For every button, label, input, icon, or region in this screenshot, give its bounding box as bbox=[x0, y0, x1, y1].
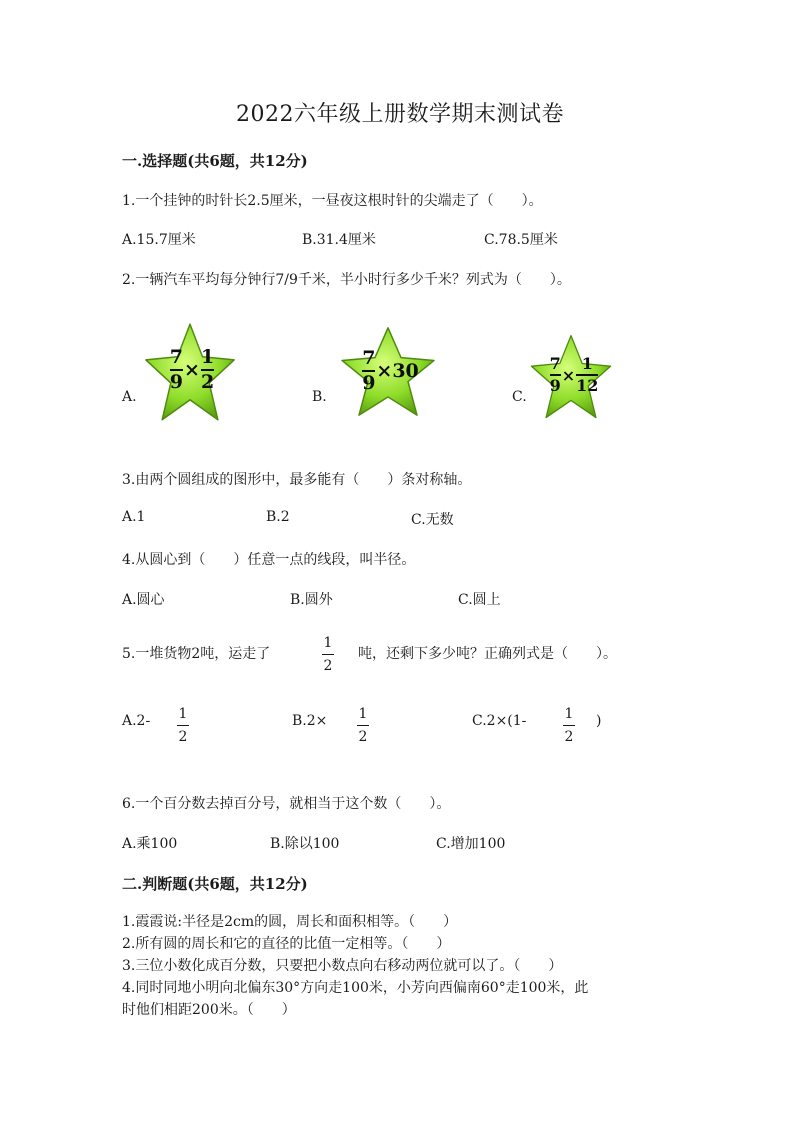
q2-option-a-expression: 7 9 × 1 2 bbox=[169, 346, 215, 393]
section-heading-judge: 二.判断题(共6题，共12分) bbox=[122, 875, 308, 893]
q4-option-b: B.圆外 bbox=[290, 592, 333, 608]
question-5-after: 吨，还剩下多少吨？正确列式是（ ）。 bbox=[358, 646, 617, 662]
q5-option-b-fraction: 1 2 bbox=[358, 706, 368, 745]
q5-option-b: B.2× bbox=[292, 713, 328, 729]
q3-option-a: A.1 bbox=[122, 509, 146, 525]
question-1: 1.一个挂钟的时针长2.5厘米，一昼夜这根时针的尖端走了（ ）。 bbox=[122, 193, 543, 209]
question-2: 2.一辆汽车平均每分钟行7/9千米，半小时行多少千米？列式为（ ）。 bbox=[122, 272, 571, 288]
judge-2: 2.所有圆的周长和它的直径的比值一定相等。（ ） bbox=[122, 936, 451, 952]
judge-1: 1.霞霞说:半径是2cm的圆，周长和面积相等。（ ） bbox=[122, 914, 458, 930]
q5-option-a-fraction: 1 2 bbox=[178, 706, 188, 745]
judge-3: 3.三位小数化成百分数，只要把小数点向右移动两位就可以了。（ ） bbox=[122, 958, 563, 974]
judge-4-line-1: 4.同时同地小明向北偏东30°方向走100米，小芳向西偏南60°走100米，此 bbox=[122, 980, 589, 996]
question-3: 3.由两个圆组成的图形中，最多能有（ ）条对称轴。 bbox=[122, 472, 472, 488]
q5-option-c: C.2×(1- bbox=[472, 713, 527, 729]
q2-option-b-expression: 7 9 ×30 bbox=[362, 347, 419, 394]
q2-option-c-star bbox=[528, 332, 614, 422]
q2-option-c-expression: 7 9 × 1 12 bbox=[549, 354, 599, 395]
q5-option-c-fraction: 1 2 bbox=[564, 706, 574, 745]
q5-fraction: 1 2 bbox=[323, 635, 333, 674]
q4-option-c: C.圆上 bbox=[458, 592, 501, 608]
judge-4-line-2: 时他们相距200米。（ ） bbox=[122, 1002, 296, 1018]
page-title: 2022六年级上册数学期末测试卷 bbox=[236, 102, 564, 127]
q6-option-a: A.乘100 bbox=[122, 836, 178, 852]
question-6: 6.一个百分数去掉百分号，就相当于这个数（ ）。 bbox=[122, 796, 451, 812]
section-heading-choice: 一.选择题(共6题，共12分) bbox=[122, 152, 308, 170]
q2-option-b-star bbox=[338, 324, 438, 420]
q3-option-c: C.无数 bbox=[411, 512, 454, 528]
q6-option-b: B.除以100 bbox=[270, 836, 340, 852]
q1-option-c: C.78.5厘米 bbox=[484, 232, 558, 248]
q2-option-b-label: B. bbox=[312, 389, 327, 405]
q1-option-b: B.31.4厘米 bbox=[302, 232, 376, 248]
q2-option-a-label: A. bbox=[122, 389, 137, 405]
q6-option-c: C.增加100 bbox=[436, 836, 506, 852]
question-5-before: 5.一堆货物2吨，运走了 bbox=[122, 646, 271, 662]
q2-option-a-star bbox=[142, 320, 238, 425]
question-4: 4.从圆心到（ ）任意一点的线段，叫半径。 bbox=[122, 552, 416, 568]
q5-option-c-close: ) bbox=[596, 713, 602, 729]
q1-option-a: A.15.7厘米 bbox=[122, 232, 196, 248]
q2-option-c-label: C. bbox=[512, 389, 527, 405]
q4-option-a: A.圆心 bbox=[122, 592, 165, 608]
q5-option-a: A.2- bbox=[122, 713, 151, 729]
q3-option-b: B.2 bbox=[266, 509, 290, 525]
